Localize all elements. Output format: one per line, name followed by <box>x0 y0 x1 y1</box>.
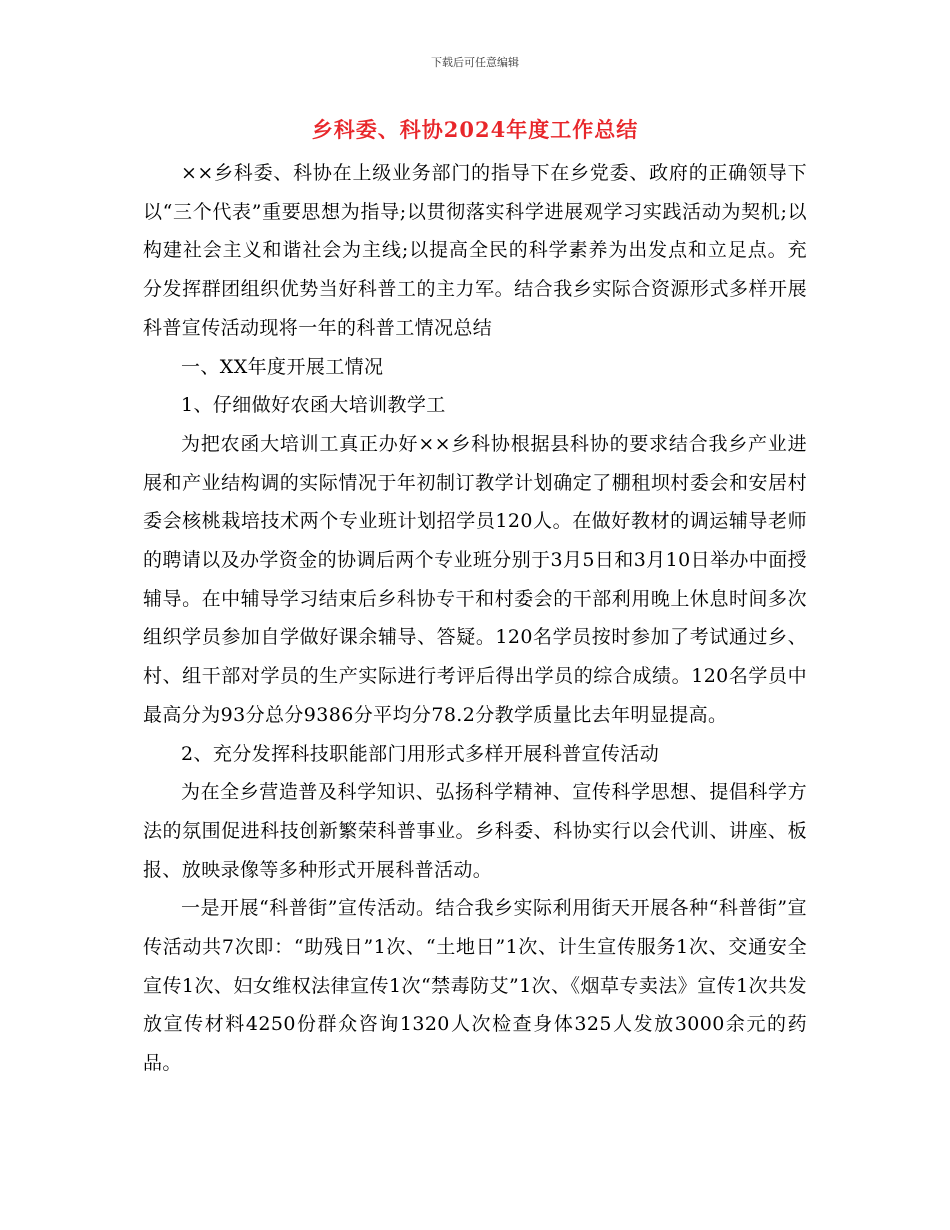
paragraph-science-street: 一是开展“科普街”宣传活动。结合我乡实际利用街天开展各种“科普街”宣传活动共7次即：“助残日”1次、“土地日”1次、计生宣传服务1次、交通安全宣传1次、妇女维权法律宣传1次“禁毒防艾”1次、《烟草专卖法》宣传1次共发放宣传材料4250份群众咨询1320人次检查身体325人发放3000余元的药品。 <box>143 897 807 1075</box>
section-heading-1: 一、XX年度开展工情况 <box>181 355 384 378</box>
paragraph-training: 为把农函大培训工真正办好××乡科协根据县科协的要求结合我乡产业进展和产业结构调的实际情况于年初制订教学计划确定了棚租坝村委会和安居村委会核桃栽培技术两个专业班计划招学员120人。在做好教材的调运辅导老师的聘请以及办学资金的协调后两个专业班分别于3月5日和3月10日举办中面授辅导。在中辅导学习结束后乡科协专干和村委会的干部利用晚上休息时间多次组织学员参加自学做好课余辅导、答疑。120名学员按时参加了考试通过乡、村、组干部对学员的生产实际进行考评后得出学员的综合成绩。120名学员中最高分为93分总分9386分平均分78.2分教学质量比去年明显提高。 <box>143 432 807 726</box>
subsection-heading-2: 2、充分发挥科技职能部门用形式多样开展科普宣传活动 <box>181 742 660 765</box>
paragraph-intro: ××乡科委、科协在上级业务部门的指导下在乡党委、政府的正确领导下以“三个代表”重要思想为指导;以贯彻落实科学进展观学习实践活动为契机;以构建社会主义和谐社会为主线;以提高全民的科学素养为出发点和立足点。充分发挥群团组织优势当好科普工的主力军。结合我乡实际合资源形式多样开展科普宣传活动现将一年的科普工情况总结 <box>143 162 807 339</box>
document-body <box>143 154 807 1083</box>
subsection-heading-1: 1、仔细做好农函大培训教学工 <box>181 394 446 417</box>
page-header-note: 下载后可任意编辑 <box>431 56 519 69</box>
document-title: 乡科委、科协2024年度工作总结 <box>311 117 639 142</box>
paragraph-outreach: 为在全乡营造普及科学知识、弘扬科学精神、宣传科学思想、提倡科学方法的氛围促进科技创新繁荣科普事业。乡科委、科协实行以会代训、讲座、板报、放映录像等多种形式开展科普活动。 <box>143 781 807 881</box>
